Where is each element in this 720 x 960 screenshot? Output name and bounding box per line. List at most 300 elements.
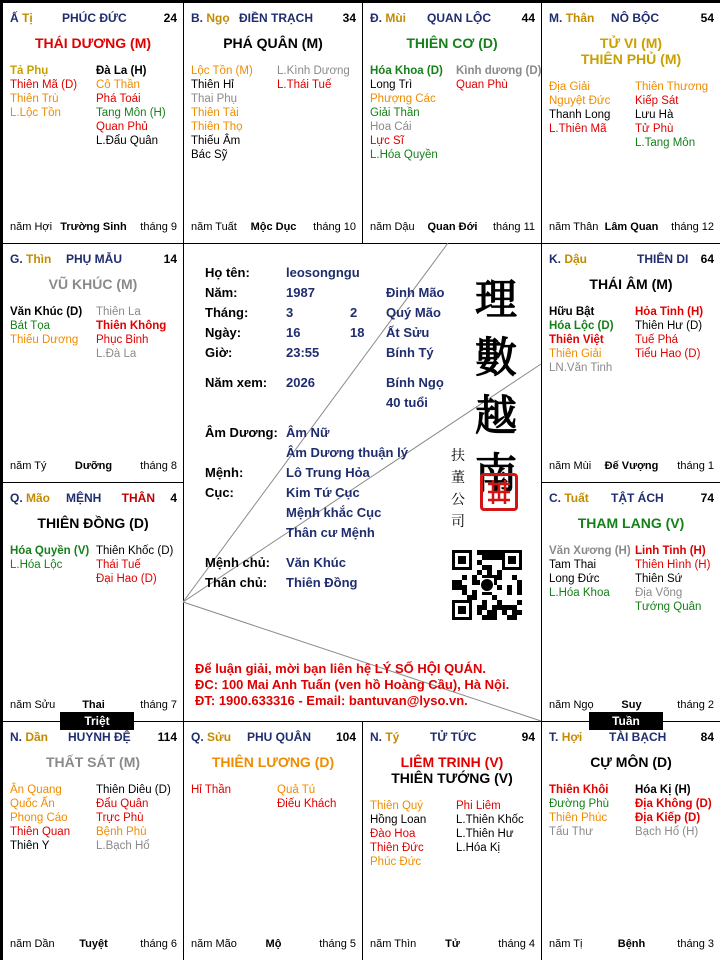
major-star: LIÊM TRINH (V)	[400, 754, 504, 770]
seal-side-char: 董	[451, 470, 465, 486]
minor-star: Trực Phù	[96, 812, 144, 824]
minor-star: Kình dương (D)	[456, 65, 542, 77]
qr-module	[512, 610, 517, 615]
qr-module	[517, 580, 522, 585]
minor-star: Cô Thần	[96, 79, 140, 91]
minor-star: Thiên Giải	[549, 348, 602, 360]
qr-module	[452, 585, 457, 590]
contact-line-2: ĐC: 100 Mai Anh Tuấn (ven hồ Hoàng Cầu), Hà Nội.	[195, 677, 510, 692]
qr-module	[492, 610, 497, 615]
cuc-relation: Mệnh khắc Cục	[286, 505, 382, 520]
palace-branch: Thìn	[26, 252, 52, 266]
minor-star: Thai Phụ	[191, 93, 238, 105]
minor-star: Thiên Sứ	[635, 573, 683, 585]
palace-stage: Bệnh	[617, 938, 646, 950]
nam-xem-value: 2026	[286, 375, 315, 390]
palace-month: tháng 4	[498, 938, 535, 950]
qr-module	[458, 556, 466, 564]
calligraphy-char: 南	[474, 449, 517, 498]
minor-star: Thiên Hỉ	[191, 79, 234, 91]
minor-star: Thiên Tài	[191, 107, 239, 119]
center-info-panel	[183, 243, 541, 721]
palace-age-number: 14	[163, 252, 177, 266]
nam-can-chi: Đinh Mão	[386, 285, 445, 300]
than-cu: Thân cư Mệnh	[286, 525, 375, 540]
minor-star: Địa Không (D)	[635, 798, 712, 810]
palace-year: năm Dậu	[370, 221, 415, 233]
palace-branch: Tuất	[564, 491, 589, 505]
minor-star: Tuế Phá	[635, 334, 679, 346]
palace-year: năm Hợi	[10, 221, 53, 233]
nam-label: Năm:	[205, 285, 238, 300]
palace-stem: C.	[549, 491, 561, 505]
palace-age-number: 74	[700, 491, 714, 505]
palace-branch: Mùi	[385, 11, 407, 25]
qr-module	[502, 610, 507, 615]
qr-center-icon	[481, 579, 493, 591]
minor-star: Địa Võng	[635, 587, 683, 599]
minor-star: LN.Văn Tinh	[549, 362, 613, 374]
minor-star: L.Lộc Tồn	[10, 107, 61, 119]
qr-module	[467, 595, 472, 600]
minor-star: Hỏa Tinh (H)	[635, 306, 704, 318]
minor-star: Quan Phù	[456, 79, 508, 91]
than-chu-label: Thân chủ:	[205, 575, 268, 590]
palace-branch: Hợi	[561, 730, 583, 744]
palace-stage: Đế Vượng	[604, 460, 659, 472]
minor-star: Đại Hao (D)	[96, 573, 157, 585]
minor-star: Thiên Hình (H)	[635, 559, 711, 571]
minor-star: Thiên Không	[96, 320, 167, 332]
qr-module	[457, 580, 462, 585]
minor-star: Đào Hoa	[370, 828, 416, 840]
palace-stage: Tuyệt	[79, 938, 108, 950]
qr-module	[497, 575, 502, 580]
nam-xem-can-chi: Bính Ngọ	[386, 375, 444, 390]
palace-stage: Dưỡng	[74, 460, 113, 472]
thang-am: 2	[350, 305, 358, 320]
minor-star: Địa Giải	[549, 81, 590, 93]
minor-star: Thiên Y	[10, 840, 50, 852]
palace-branch: Dần	[25, 730, 49, 744]
minor-star: Phi Liêm	[456, 800, 501, 812]
palace-stage: Trường Sinh	[60, 221, 127, 233]
palace-name: ĐIỀN TRẠCH	[239, 11, 313, 25]
minor-star: Hồng Loan	[370, 814, 427, 826]
palace-age-number: 114	[157, 730, 177, 744]
palace-stage: Mộ	[265, 938, 282, 950]
palace-year: năm Tuất	[191, 221, 237, 233]
minor-star: Thiên Thương	[635, 81, 709, 93]
minor-star: Quốc Ấn	[10, 798, 55, 810]
qr-code	[452, 550, 522, 620]
minor-star: Địa Kiếp (D)	[635, 812, 701, 824]
qr-module	[477, 610, 482, 615]
major-star: TỬ VI (M)	[599, 35, 663, 51]
tuoi-value: 40 tuổi	[386, 395, 428, 410]
palace-name: NÔ BỘC	[611, 11, 659, 25]
qr-module	[452, 580, 457, 585]
minor-star: Tả Phụ	[10, 65, 49, 77]
minor-star: L.Hóa Kị	[456, 842, 501, 854]
minor-star: Đường Phù	[549, 798, 609, 810]
minor-star: Thiên Mã (D)	[10, 79, 78, 91]
minor-star: L.Thiên Mã	[549, 123, 607, 135]
minor-star: Lưu Hà	[635, 109, 674, 121]
ngay-duong: 16	[286, 325, 301, 340]
minor-star: Thiên Diêu (D)	[96, 784, 171, 796]
minor-star: Lực Sĩ	[370, 135, 404, 147]
palace-stem: Q.	[10, 491, 23, 505]
palace-age-number: 104	[335, 730, 356, 744]
palace-year: năm Tý	[10, 460, 47, 472]
minor-star: Kiếp Sát	[635, 95, 679, 107]
am-duong-label: Âm Dương:	[205, 425, 278, 440]
gio-can-chi: Bính Tý	[386, 345, 434, 360]
qr-module	[497, 585, 502, 590]
palace-month: tháng 11	[492, 221, 535, 233]
qr-module	[487, 610, 492, 615]
qr-module	[477, 605, 482, 610]
qr-module	[457, 585, 462, 590]
qr-module	[462, 575, 467, 580]
minor-star: Văn Khúc (D)	[10, 306, 83, 318]
minor-star: L.Hóa Lộc	[10, 559, 63, 571]
qr-module	[508, 556, 516, 564]
minor-star: L.Đẩu Quân	[96, 135, 159, 147]
gio-value: 23:55	[286, 345, 320, 360]
qr-module	[477, 570, 482, 575]
minor-star: Thiên Đức	[370, 842, 424, 854]
qr-module	[482, 605, 487, 610]
major-star: THIÊN ĐỒNG (D)	[37, 515, 149, 531]
palace-stage: Tử	[445, 938, 460, 950]
palace-age-number: 64	[700, 252, 714, 266]
qr-module	[472, 590, 477, 595]
am-duong-relation: Âm Dương thuận lý	[286, 445, 408, 460]
palace-month: tháng 10	[313, 221, 356, 233]
palace-age-number: 4	[170, 491, 177, 505]
ho-ten-label: Họ tên:	[205, 265, 250, 280]
qr-module	[492, 595, 497, 600]
seal-side-text	[449, 445, 467, 533]
qr-module	[482, 565, 487, 570]
qr-module	[492, 555, 497, 560]
palace-year: năm Ngọ	[549, 699, 594, 711]
triet-marker: Triệt	[60, 712, 134, 730]
minor-star: Thiên Trù	[10, 93, 59, 105]
ho-ten-value: leosongngu	[286, 265, 360, 280]
qr-module	[487, 570, 492, 575]
palace-year: năm Dần	[10, 938, 55, 950]
seal-side-char: 扶	[451, 448, 465, 464]
minor-star: Thiên La	[96, 306, 141, 318]
qr-module	[512, 605, 517, 610]
palace-month: tháng 1	[677, 460, 714, 472]
palace-year: năm Mão	[191, 938, 237, 950]
minor-star: Thiên Phúc	[549, 812, 608, 824]
palace-name: TÀI BẠCH	[609, 730, 667, 744]
minor-star: Lộc Tồn (M)	[191, 65, 253, 77]
qr-module	[507, 590, 512, 595]
minor-star: Long Trì	[370, 79, 413, 91]
qr-module	[497, 570, 502, 575]
palace-month: tháng 6	[140, 938, 177, 950]
palace-year: năm Thân	[549, 221, 599, 233]
ngay-am: 18	[350, 325, 365, 340]
palace-name: MỆNH	[66, 491, 102, 505]
palace-name: TỬ TỨC	[430, 730, 477, 744]
qr-module	[507, 585, 512, 590]
tuan-marker: Tuần	[589, 712, 663, 730]
minor-star: Phục Binh	[96, 334, 149, 346]
palace-branch: Dậu	[564, 252, 588, 266]
qr-module	[497, 550, 502, 555]
minor-star: Hóa Quyền (V)	[10, 545, 90, 557]
qr-module	[477, 550, 482, 555]
minor-star: Quan Phủ	[96, 121, 148, 133]
palace-year: năm Sửu	[10, 699, 56, 711]
ngay-can-chi: Ất Sửu	[386, 325, 430, 340]
qr-module	[487, 565, 492, 570]
minor-star: Thiên Khôi	[549, 784, 609, 796]
minor-star: Đẩu Quân	[96, 798, 149, 810]
qr-module	[507, 605, 512, 610]
major-star: THIÊN LƯƠNG (D)	[211, 754, 335, 770]
palace-name: HUYNH ĐỆ	[68, 730, 131, 744]
minor-star: Thiếu Âm	[191, 135, 241, 147]
palace-stage: Suy	[621, 699, 642, 711]
palace-stage: Mộc Dục	[250, 221, 297, 233]
qr-module	[482, 600, 487, 605]
minor-star: L.Thiên Khốc	[456, 814, 524, 826]
minor-star: L.Bạch Hổ	[96, 840, 150, 852]
minor-star: Văn Xương (H)	[549, 545, 631, 557]
qr-module	[472, 575, 477, 580]
palace-name: PHỤ MẪU	[66, 252, 122, 266]
minor-star: Tam Thai	[549, 559, 597, 571]
palace-age-number: 44	[521, 11, 535, 25]
palace-stage: Quan Đới	[427, 221, 478, 233]
palace-branch: Ngọ	[206, 11, 230, 25]
calligraphy-char: 越	[474, 391, 517, 440]
contact-line-1: Để luận giải, mời bạn liên hệ LÝ SỐ HỘI QUÁN.	[195, 661, 486, 676]
qr-module	[487, 555, 492, 560]
palace-branch: Sửu	[207, 730, 232, 744]
palace-stem: T.	[549, 730, 559, 744]
major-star: THIÊN PHỦ (M)	[580, 51, 682, 67]
palace-month: tháng 8	[140, 460, 177, 472]
minor-star: Thiên Hư (D)	[635, 320, 703, 332]
minor-star: Tướng Quân	[635, 601, 702, 613]
palace-year: năm Tị	[549, 938, 583, 950]
major-star: THAM LANG (V)	[577, 515, 685, 531]
minor-star: L.Hóa Quyền	[370, 149, 438, 161]
menh-chu-value: Văn Khúc	[286, 555, 346, 570]
qr-module	[472, 580, 477, 585]
minor-star: Hóa Kị (H)	[635, 784, 691, 796]
palace-stage: Lâm Quan	[604, 221, 659, 233]
than-chu-value: Thiên Đồng	[286, 575, 358, 590]
qr-module	[487, 550, 492, 555]
minor-star: L.Tang Môn	[635, 137, 696, 149]
contact-line-3: ĐT: 1900.633316 - Email: bantuvan@lyso.vn.	[195, 693, 468, 708]
qr-module	[462, 585, 467, 590]
minor-star: Thiếu Dương	[10, 334, 79, 346]
cuc-label: Cục:	[205, 485, 234, 500]
palace-age-number: 24	[163, 11, 177, 25]
qr-module	[482, 550, 487, 555]
palace-name: QUAN LỘC	[427, 11, 491, 25]
qr-module	[497, 555, 502, 560]
palace-age-number: 54	[700, 11, 714, 25]
minor-star: Ân Quang	[10, 784, 62, 796]
minor-star: Điếu Khách	[277, 798, 337, 810]
palace-stem: K.	[549, 252, 561, 266]
minor-star: Phong Cáo	[10, 812, 68, 824]
minor-star: Quả Tú	[277, 784, 316, 796]
qr-module	[492, 605, 497, 610]
qr-module	[497, 600, 502, 605]
minor-star: Thanh Long	[549, 109, 611, 121]
palace-stem: G.	[10, 252, 23, 266]
palace-month: tháng 12	[671, 221, 714, 233]
calligraphy-logo	[468, 271, 524, 503]
palace-name: PHÚC ĐỨC	[62, 11, 127, 25]
am-duong-value: Âm Nữ	[286, 425, 330, 440]
palace-stem: B.	[191, 11, 203, 25]
major-star: PHÁ QUÂN (M)	[223, 35, 323, 51]
minor-star: Thái Tuế	[96, 559, 141, 571]
palace-month: tháng 7	[140, 699, 177, 711]
qr-module	[517, 585, 522, 590]
palace-stem: N.	[10, 730, 22, 744]
qr-module	[517, 600, 522, 605]
minor-star: Bệnh Phù	[96, 826, 147, 838]
minor-star: Hóa Lộc (D)	[549, 320, 614, 332]
palace-branch: Tý	[385, 730, 400, 744]
minor-star: Thiên Quý	[370, 800, 424, 812]
palace-stem: N.	[370, 730, 382, 744]
major-star: THIÊN CƠ (D)	[406, 35, 498, 51]
minor-star: Phúc Đức	[370, 856, 422, 868]
minor-star: Hoa Cái	[370, 121, 412, 133]
minor-star: Bạch Hổ (H)	[635, 826, 699, 838]
palace-stem: Đ.	[370, 11, 382, 25]
qr-module	[472, 595, 477, 600]
palace-age-number: 94	[521, 730, 535, 744]
major-star: THẤT SÁT (M)	[45, 754, 141, 770]
minor-star: Hữu Bật	[549, 306, 595, 318]
minor-star: Tử Phù	[635, 123, 674, 135]
minor-star: Thiên Quan	[10, 826, 71, 838]
palace-month: tháng 9	[140, 221, 177, 233]
qr-module	[458, 606, 466, 614]
calligraphy-char: 理	[474, 275, 517, 324]
qr-module	[492, 615, 497, 620]
minor-star: L.Thái Tuế	[277, 79, 332, 91]
thang-label: Tháng:	[205, 305, 249, 320]
major-star: THÁI ÂM (M)	[589, 276, 673, 292]
palace-name: TẬT ÁCH	[611, 491, 664, 505]
qr-module	[507, 615, 512, 620]
palace-month: tháng 3	[677, 938, 714, 950]
major-star: VŨ KHÚC (M)	[48, 276, 138, 292]
minor-star: Hỉ Thần	[191, 784, 232, 796]
minor-star: Thiên Khốc (D)	[96, 545, 174, 557]
minor-star: Bác Sỹ	[191, 149, 228, 161]
palace-stage: Thai	[82, 699, 105, 711]
ngay-label: Ngày:	[205, 325, 242, 340]
seal-side-char: 公	[451, 492, 465, 508]
minor-star: Hóa Khoa (D)	[370, 65, 443, 77]
cuc-value: Kim Tứ Cục	[286, 485, 360, 500]
minor-star: L.Đà La	[96, 348, 137, 360]
palace-stem: M.	[549, 11, 563, 25]
minor-star: L.Kình Dương	[277, 65, 350, 77]
minor-star: Long Đức	[549, 573, 600, 585]
major-star: CỰ MÔN (D)	[590, 754, 672, 770]
major-star: THÁI DƯƠNG (M)	[34, 35, 152, 51]
palace-year: năm Thìn	[370, 938, 417, 950]
palace-name: THIÊN DI	[637, 252, 689, 266]
red-seal-stamp	[480, 473, 518, 511]
qr-module	[482, 615, 487, 620]
palace-age-number: 34	[342, 11, 356, 25]
major-star: THIÊN TƯỚNG (V)	[391, 770, 513, 786]
qr-module	[497, 605, 502, 610]
minor-star: Đà La (H)	[96, 65, 147, 77]
minor-star: Tấu Thư	[549, 826, 593, 838]
minor-star: Bát Tọa	[10, 320, 51, 332]
palace-year: năm Mùi	[549, 460, 592, 472]
minor-star: Tang Môn (H)	[96, 107, 166, 119]
minor-star: Phá Toái	[96, 93, 141, 105]
palace-stem: Ấ	[10, 11, 19, 25]
thang-duong: 3	[286, 305, 294, 320]
qr-module	[512, 575, 517, 580]
qr-module	[517, 610, 522, 615]
minor-star: L.Hóa Khoa	[549, 587, 610, 599]
minor-star: Linh Tinh (H)	[635, 545, 706, 557]
gio-label: Giờ:	[205, 345, 233, 360]
qr-module	[492, 550, 497, 555]
palace-month: tháng 5	[319, 938, 356, 950]
menh-chu-label: Mệnh chủ:	[205, 555, 270, 570]
qr-module	[517, 590, 522, 595]
minor-star: Phượng Các	[370, 93, 436, 105]
nam-value: 1987	[286, 285, 315, 300]
than-label: THÂN	[121, 491, 155, 505]
menh-value: Lô Trung Hỏa	[286, 465, 370, 480]
minor-star: Thiên Thọ	[191, 121, 243, 133]
minor-star: Thiên Việt	[549, 334, 604, 346]
seal-side-char: 司	[451, 514, 465, 530]
thang-can-chi: Quý Mão	[386, 305, 441, 320]
menh-label: Mệnh:	[205, 465, 244, 480]
palace-name: PHU QUÂN	[247, 730, 312, 744]
minor-star: L.Thiên Hư	[456, 828, 514, 840]
palace-age-number: 84	[700, 730, 714, 744]
palace-branch: Tị	[22, 11, 33, 25]
qr-module	[502, 605, 507, 610]
minor-star: Nguyệt Đức	[549, 95, 611, 107]
qr-module	[482, 555, 487, 560]
minor-star: Tiểu Hao (D)	[635, 348, 701, 360]
minor-star: Giải Thần	[370, 107, 420, 119]
palace-branch: Thân	[565, 11, 595, 25]
palace-stem: Q.	[191, 730, 204, 744]
